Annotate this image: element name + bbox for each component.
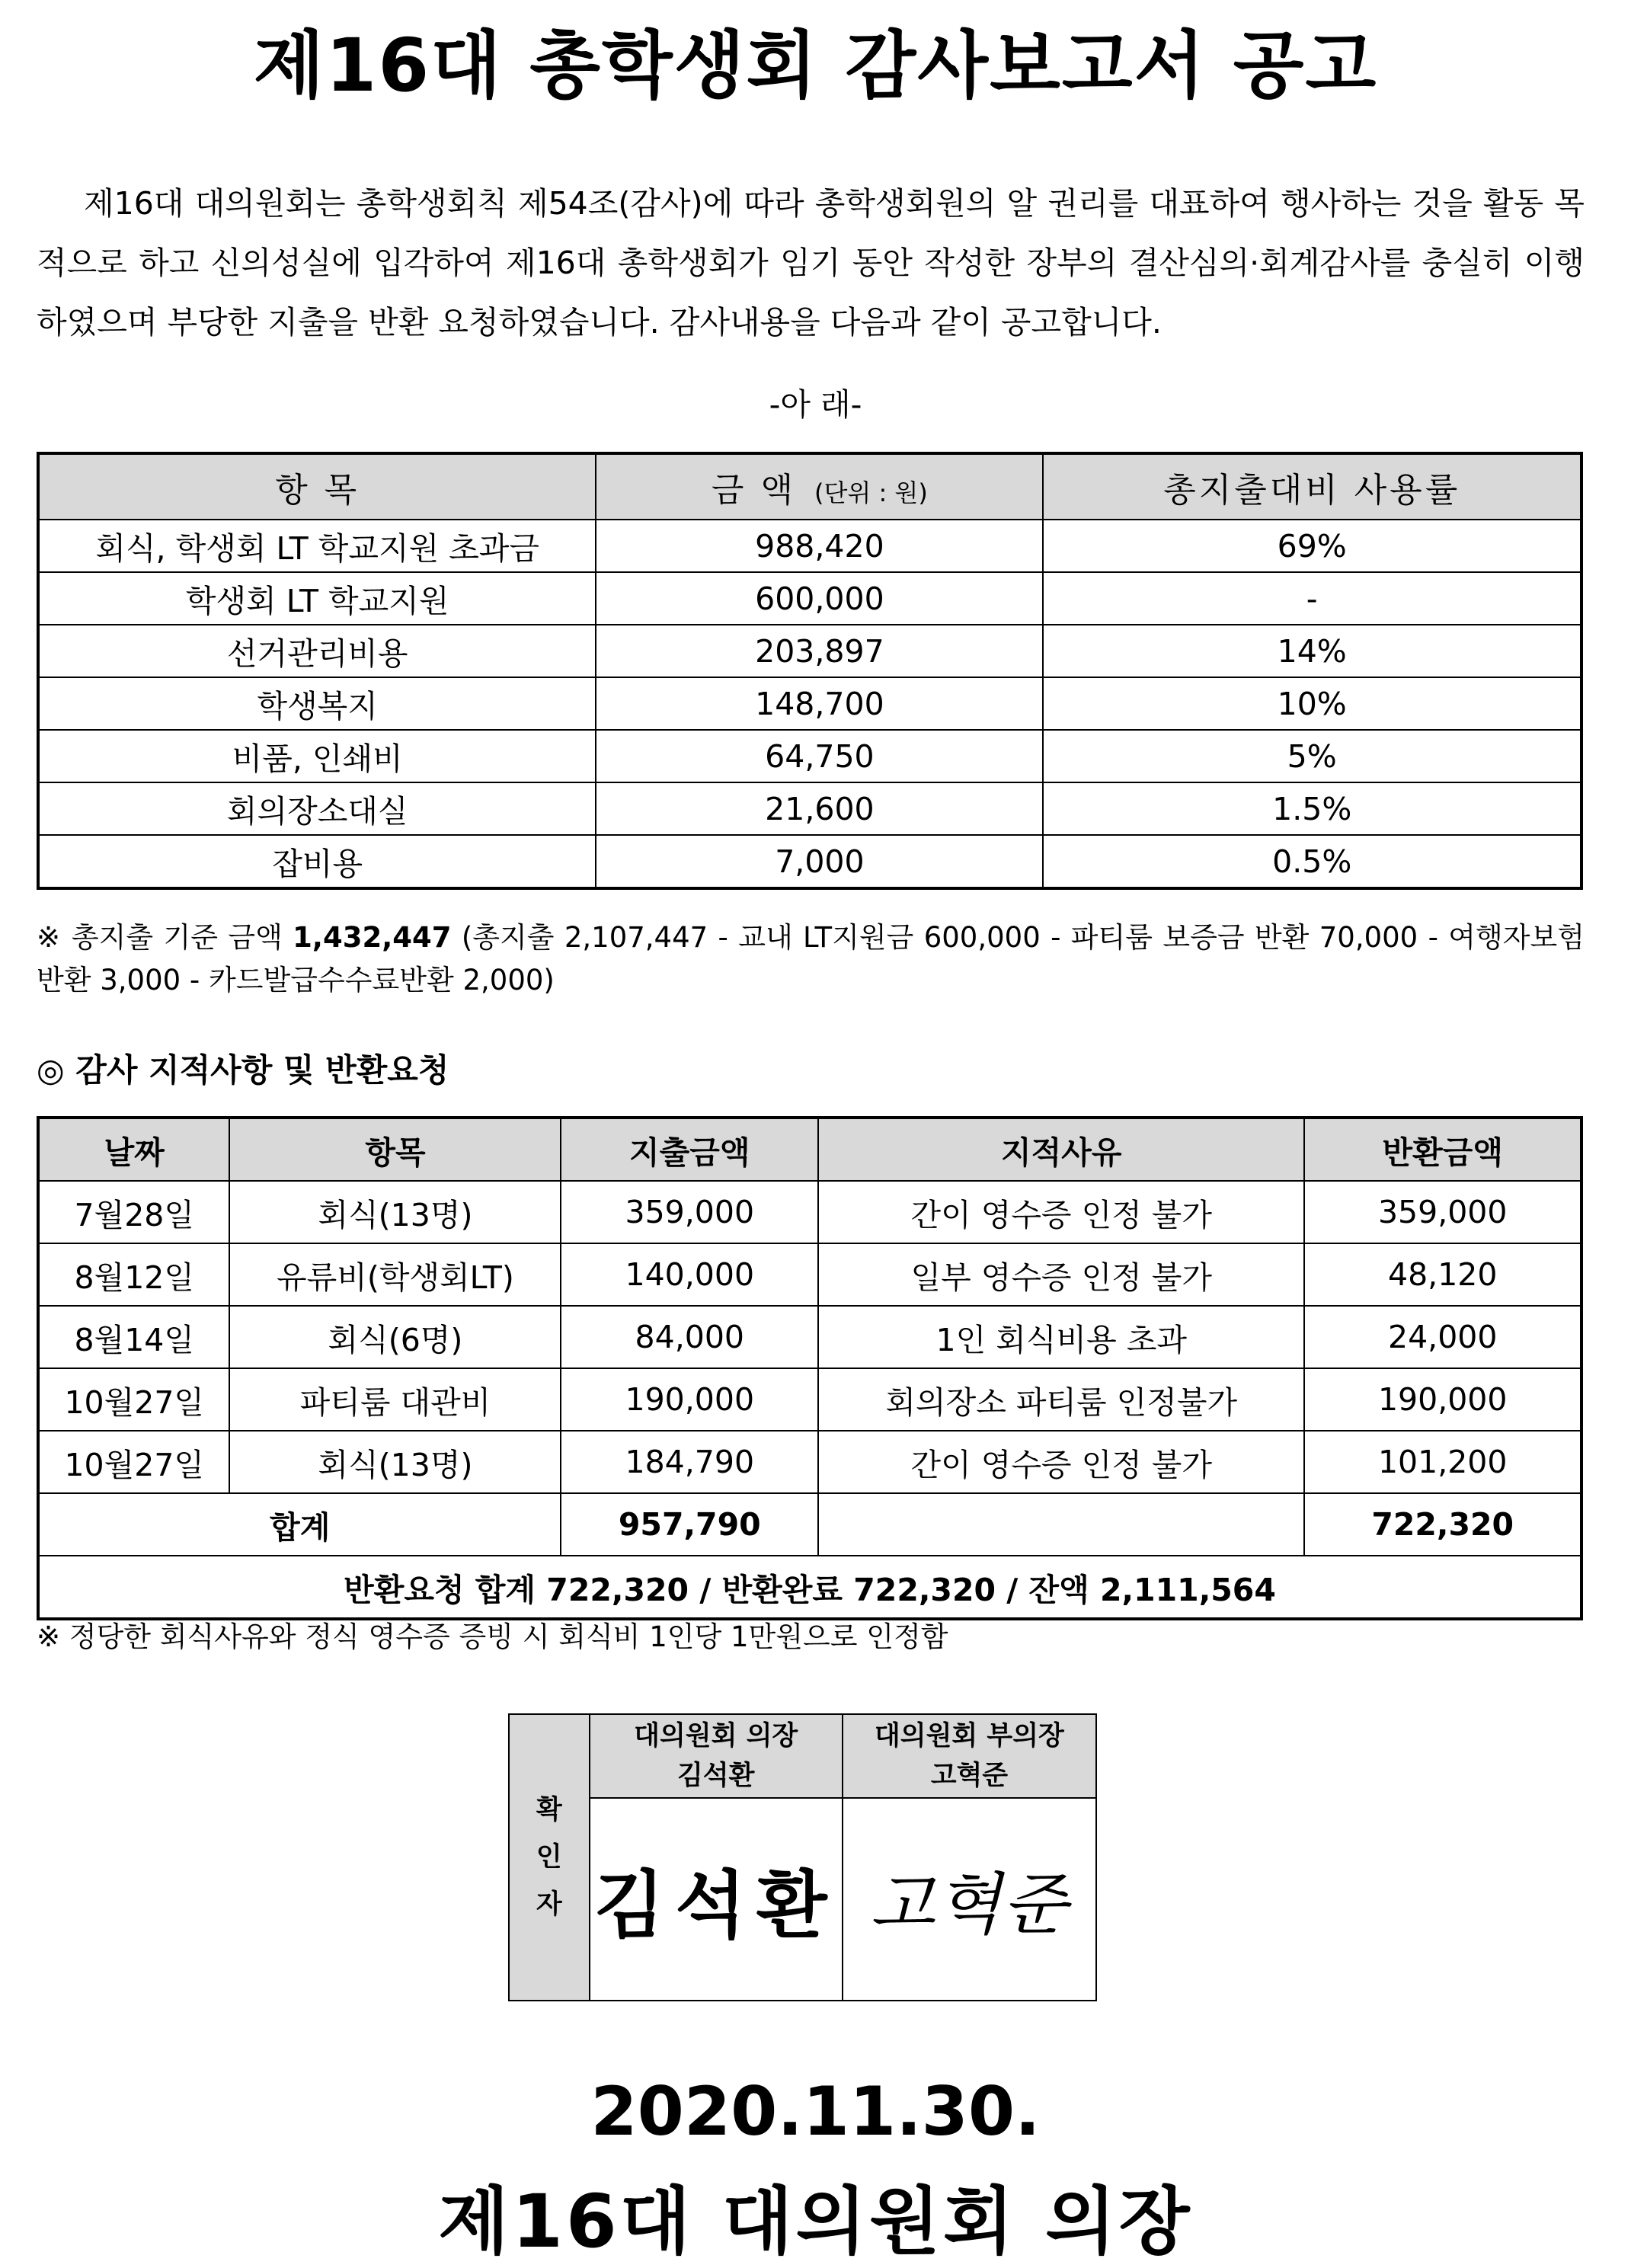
total-label: 합계 — [38, 1493, 561, 1556]
header-item: 항목 — [229, 1118, 561, 1181]
page-title: 제16대 총학생회 감사보고서 공고 — [253, 23, 1378, 108]
cell-reason: 간이 영수증 인정 불가 — [818, 1431, 1304, 1493]
cell-amount: 21,600 — [596, 782, 1043, 835]
header-ratio: 총지출대비 사용률 — [1043, 453, 1581, 520]
cell-amount: 600,000 — [596, 572, 1043, 625]
signature-header-row — [509, 1714, 1096, 1798]
cell-reason: 회의장소 파티룸 인정불가 — [818, 1368, 1304, 1431]
section-marker: -아 래- — [769, 386, 862, 423]
cell-refund: 101,200 — [1304, 1431, 1581, 1493]
cell-spent: 359,000 — [561, 1181, 818, 1243]
signer-chair-name: 김석환 — [676, 1761, 755, 1791]
header-spent: 지출금액 — [561, 1118, 818, 1181]
cell-reason: 간이 영수증 인정 불가 — [818, 1181, 1304, 1243]
cell-amount: 64,750 — [596, 730, 1043, 782]
table-row — [38, 1181, 1581, 1243]
cell-reason: 일부 영수증 인정 불가 — [818, 1243, 1304, 1306]
table-row — [38, 1431, 1581, 1493]
total-reason-empty — [818, 1493, 1304, 1556]
intro-paragraph: 제16대 대의원회는 총학생회칙 제54조(감사)에 따라 총학생회원의 알 권리를 대표하여 행사하는 것을 활동 목적으로 하고 신의성실에 입각하여 제16대 총학생회가 임기 동안 작성한 장부의 결산심의·회계감사를 충실히 이행하였으며 부당한 지출을 반환 요청하였습니다. 감사내용을 다음과 같이 공고합니다. — [37, 185, 1585, 341]
table-row — [38, 520, 1581, 572]
header-refund: 반환금액 — [1304, 1118, 1581, 1181]
cell-ratio: 1.5% — [1043, 782, 1581, 835]
table-row — [38, 782, 1581, 835]
signer-chair — [590, 1714, 843, 1798]
cell-spent: 190,000 — [561, 1368, 818, 1431]
cell-ratio: 10% — [1043, 677, 1581, 730]
cell-date: 8월12일 — [38, 1243, 229, 1306]
cell-refund: 359,000 — [1304, 1181, 1581, 1243]
refund-summary-row — [38, 1556, 1581, 1619]
cell-ratio: 0.5% — [1043, 835, 1581, 888]
issuer: 제16대 대의원회 의장 — [438, 2179, 1193, 2264]
table-row — [38, 730, 1581, 782]
cell-spent: 184,790 — [561, 1431, 818, 1493]
signer-vice-chair-name: 고혁준 — [930, 1761, 1009, 1791]
header-item: 항 목 — [38, 453, 596, 520]
summary-header-row — [38, 453, 1581, 520]
cell-ratio: 14% — [1043, 625, 1581, 677]
cell-date: 10월27일 — [38, 1368, 229, 1431]
table-row — [38, 572, 1581, 625]
table-row — [38, 1306, 1581, 1368]
table-row — [38, 835, 1581, 888]
cell-reason: 1인 회식비용 초과 — [818, 1306, 1304, 1368]
signature-table — [508, 1713, 1097, 2001]
cell-refund: 48,120 — [1304, 1243, 1581, 1306]
cell-item: 회식(13명) — [229, 1181, 561, 1243]
table-row — [38, 1368, 1581, 1431]
table-row — [38, 625, 1581, 677]
cell-item: 학생회 LT 학교지원 — [38, 572, 596, 625]
signature-chair — [590, 1798, 843, 2001]
cell-item: 회식(13명) — [229, 1431, 561, 1493]
cell-amount: 148,700 — [596, 677, 1043, 730]
cell-ratio: - — [1043, 572, 1581, 625]
publish-date: 2020.11.30. — [590, 2072, 1041, 2151]
cell-item: 회식(6명) — [229, 1306, 561, 1368]
cell-item: 잡비용 — [38, 835, 596, 888]
signature-chair-handwriting: 김석환 — [593, 1861, 838, 1948]
cell-ratio: 69% — [1043, 520, 1581, 572]
cell-date: 10월27일 — [38, 1431, 229, 1493]
total-refund: 722,320 — [1304, 1493, 1581, 1556]
cell-refund: 190,000 — [1304, 1368, 1581, 1431]
cell-spent: 140,000 — [561, 1243, 818, 1306]
header-reason: 지적사유 — [818, 1118, 1304, 1181]
signer-vice-chair — [843, 1714, 1096, 1798]
cell-item: 학생복지 — [38, 677, 596, 730]
table-row — [38, 677, 1581, 730]
audit-table — [37, 1116, 1583, 1620]
cell-ratio: 5% — [1043, 730, 1581, 782]
cell-spent: 84,000 — [561, 1306, 818, 1368]
audit-header-row — [38, 1118, 1581, 1181]
signature-vice-chair-handwriting: 고혁준 — [869, 1865, 1069, 1943]
signature-vice-chair — [843, 1798, 1096, 2001]
cell-item: 회의장소대실 — [38, 782, 596, 835]
refund-summary: 반환요청 합계 722,320 / 반환완료 722,320 / 잔액 2,111,564 — [38, 1556, 1581, 1619]
total-expense-note: ※ 총지출 기준 금액 1,432,447 (총지출 2,107,447 - 교내 LT지원금 600,000 - 파티룸 보증금 반환 70,000 - 여행자보험반환 3,000 - 카드발급수수료반환 2,000) — [37, 921, 1585, 996]
signer-vice-chair-role: 대의원회 부의장 — [874, 1721, 1064, 1751]
cell-item: 선거관리비용 — [38, 625, 596, 677]
cell-item: 회식, 학생회 LT 학교지원 초과금 — [38, 520, 596, 572]
signer-chair-role: 대의원회 의장 — [634, 1721, 798, 1751]
cell-amount: 203,897 — [596, 625, 1043, 677]
cell-item: 파티룸 대관비 — [229, 1368, 561, 1431]
total-spent: 957,790 — [561, 1493, 818, 1556]
total-row — [38, 1493, 1581, 1556]
summary-table — [37, 452, 1583, 890]
cell-refund: 24,000 — [1304, 1306, 1581, 1368]
signature-row — [509, 1798, 1096, 2001]
header-unit: (단위 : 원) — [814, 478, 928, 507]
header-date: 날짜 — [38, 1118, 229, 1181]
cell-date: 8월14일 — [38, 1306, 229, 1368]
cell-amount: 7,000 — [596, 835, 1043, 888]
cell-item: 유류비(학생회LT) — [229, 1243, 561, 1306]
confirm-label — [509, 1714, 590, 2001]
meal-policy-note: ※ 정당한 회식사유와 정식 영수증 증빙 시 회식비 1인당 1만원으로 인정함 — [37, 1620, 948, 1653]
cell-item: 비품, 인쇄비 — [38, 730, 596, 782]
confirm-text: 확인자 — [536, 1795, 562, 1920]
cell-amount: 988,420 — [596, 520, 1043, 572]
audit-section-title: ◎ 감사 지적사항 및 반환요청 — [37, 1051, 449, 1089]
total-basis-amount: 1,432,447 — [293, 921, 452, 954]
cell-date: 7월28일 — [38, 1181, 229, 1243]
header-amount: 금 액 (단위 : 원) — [596, 453, 1043, 520]
table-row — [38, 1243, 1581, 1306]
